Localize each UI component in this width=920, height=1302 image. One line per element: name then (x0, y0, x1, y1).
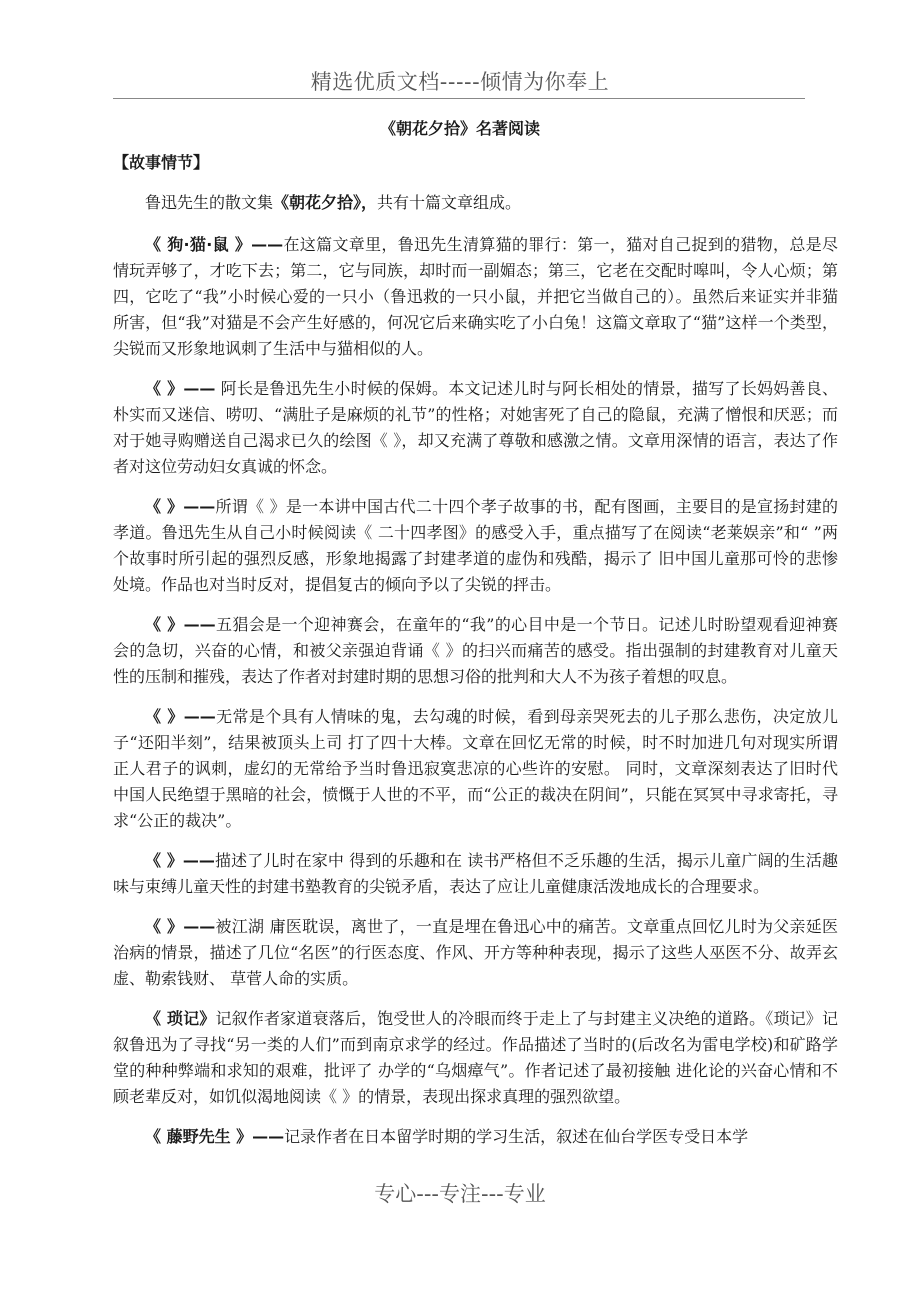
chapter-text: 记叙作者家道衰落后，饱受世人的冷眼而终于走上了与封建主义决绝的道路。《琐记》记叙鲁迅为了寻找“另一类的人们”而到南京求学的经过。作品描述了当时的(后改名为雷电学校)和矿路学堂的种种弊端和求知的艰难，批评了 办学的“乌烟瘴气”。作者记述了最初接触 进化论的兴奋心情和不顾老辈反对，如饥似渴地阅读《 》的情景，表现出探求真理的强烈欲望。 (113, 1009, 838, 1106)
chapter-tag: 《 》—— (145, 379, 216, 398)
chapter-tag: 《 琐记》 (145, 1009, 216, 1028)
chapter-text: 无常是个具有人情味的鬼，去勾魂的时候，看到母亲哭死去的儿子那么悲伤，决定放儿子“还阳半刻”，结果被顶头上司 打了四十大棒。文章在回忆无常的时候，时不时加进几句对现实所谓正人君子的讽刺，虚幻的无常给予当时鲁迅寂寞悲凉的心些许的安慰。 同时，文章深刻表达了旧时代中国人民绝望于黑暗的社会，愤慨于人世的不平，而“公正的裁决在阴间”，只能在冥冥中寻求寄托，寻求“公正的裁决”。 (113, 707, 838, 830)
chapter-text: 描述了儿时在家中 得到的乐趣和在 读书严格但不乏乐趣的生活，揭示儿童广阔的生活趣味与束缚儿童天性的封建书塾教育的尖锐矛盾，表达了应让儿童健康活泼地成长的合理要求。 (113, 851, 838, 896)
chapter-paragraph (113, 494, 838, 598)
chapter-tag: 《 》—— (145, 917, 216, 936)
chapter-paragraph (113, 1124, 838, 1150)
chapter-tag: 《 狗·猫·鼠 》—— (145, 235, 284, 254)
intro-paragraph (113, 190, 838, 216)
chapter-paragraph (113, 232, 838, 362)
chapter-paragraph (113, 914, 838, 992)
intro-text-before: 鲁迅先生的散文集 (145, 193, 274, 212)
chapter-paragraph (113, 612, 838, 690)
chapter-tag: 《 》—— (145, 615, 216, 634)
intro-book-title: 《朝花夕拾》， (273, 193, 378, 212)
chapter-text: 所谓《 》是一本讲中国古代二十四个孝子故事的书，配有图画，主要目的是宣扬封建的孝道。鲁迅先生从自己小时候阅读《 二十四孝图》的感受入手，重点描写了在阅读“老莱娱亲”和“ ”两个故事时所引起的强烈反感，形象地揭露了封建孝道的虚伪和残酷，揭示了 旧中国儿童那可怜的悲惨处境。作品也对当时反对，提倡复古的倾向予以了尖锐的抨击。 (113, 497, 838, 594)
document-body (113, 150, 838, 1164)
chapter-tag: 《 》—— (145, 497, 216, 516)
chapter-text: 在这篇文章里，鲁迅先生清算猫的罪行：第一，猫对自己捉到的猎物，总是尽情玩弄够了，才吃下去；第二，它与同族，却时而一副媚态；第三，它老在交配时嗥叫，令人心烦；第四，它吃了“我”小时候心爱的一只小（鲁迅救的一只小鼠，并把它当做自己的）。虽然后来证实并非猫所害，但“我”对猫是不会产生好感的，何况它后来确实吃了小白兔！这篇文章取了“猫”这样一个类型，尖锐而又形象地讽刺了生活中与猫相似的人。 (113, 235, 838, 358)
chapter-tag: 《 藤野先生 》—— (145, 1127, 285, 1146)
chapter-paragraph (113, 376, 838, 480)
chapter-text: 五猖会是一个迎神赛会，在童年的“我”的心目中是一个节日。记述儿时盼望观看迎神赛会的急切，兴奋的心情，和被父亲强迫背诵《 》的扫兴而痛苦的感受。指出强制的封建教育对儿童天性的压制和摧残，表达了作者对封建时期的思想习俗的批判和大人不为孩子着想的叹息。 (113, 615, 838, 686)
page-header: 精选优质文档-----倾情为你奉上 (310, 70, 610, 94)
intro-text-after: 共有十篇文章组成。 (377, 193, 522, 212)
document-title: 《朝花夕拾》名著阅读 (379, 119, 540, 138)
chapter-text: 被江湖 庸医耽误，离世了，一直是埋在鲁迅心中的痛苦。文章重点回忆儿时为父亲延医治病的情景，描述了几位“名医”的行医态度、作风、开方等种种表现，揭示了这些人巫医不分、故弄玄虚、勒索钱财、 草菅人命的实质。 (113, 917, 838, 988)
page-footer: 专心---专注---专业 (374, 1182, 546, 1206)
chapter-paragraph (113, 704, 838, 834)
chapter-paragraph (113, 848, 838, 900)
chapter-paragraph (113, 1006, 838, 1110)
section-heading: 【故事情节】 (113, 153, 210, 172)
header-divider (113, 98, 805, 99)
chapter-tag: 《 》—— (145, 851, 215, 870)
chapter-text: 阿长是鲁迅先生小时候的保姆。本文记述儿时与阿长相处的情景，描写了长妈妈善良、朴实而又迷信、唠叨、“满肚子是麻烦的礼节”的性格；对她害死了自己的隐鼠，充满了憎恨和厌恶；而对于她寻购赠送自己渴求已久的绘图《 》，却又充满了尊敬和感激之情。文章用深情的语言，表达了作者对这位劳动妇女真诚的怀念。 (113, 379, 838, 476)
chapter-tag: 《 》—— (145, 707, 216, 726)
chapter-text: 记录作者在日本留学时期的学习生活，叙述在仙台学医专受日本学 (284, 1127, 749, 1146)
